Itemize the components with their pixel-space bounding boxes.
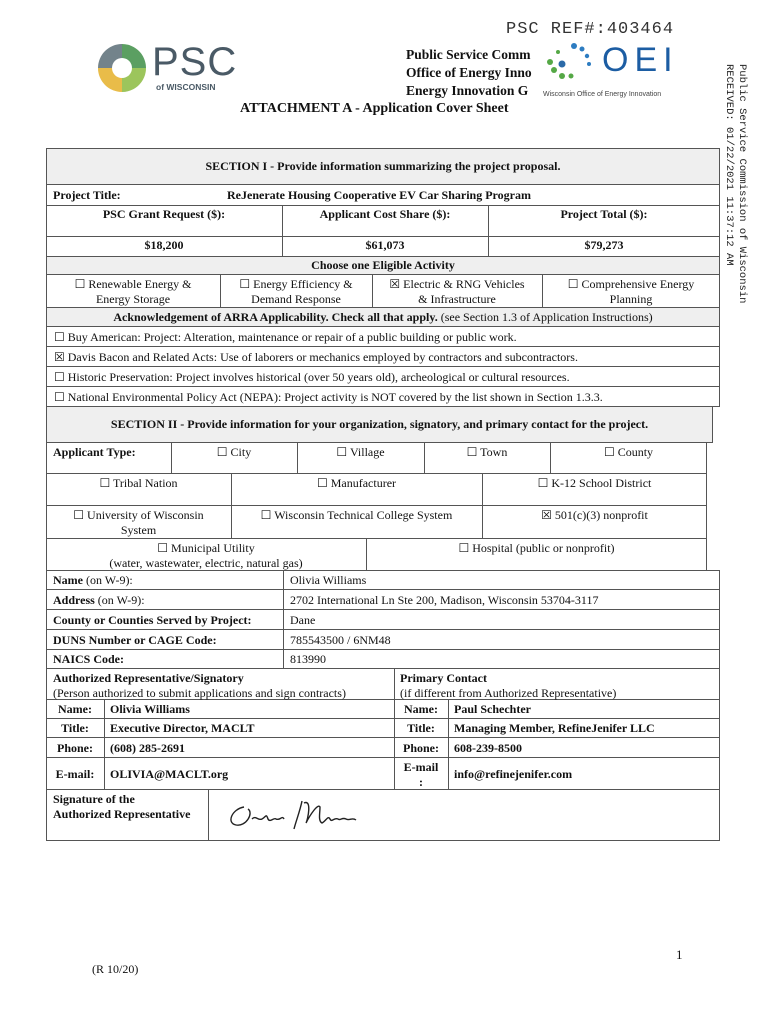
type-tribal[interactable]: ☐ Tribal Nation: [99, 476, 178, 490]
checkbox[interactable]: ☐: [54, 370, 65, 384]
revision-label: (R 10/20): [92, 962, 139, 976]
auth-phone-label: Phone:: [57, 741, 93, 755]
activity-planning[interactable]: ☐ Comprehensive Energy Planning: [567, 277, 695, 306]
page-number: 1: [676, 947, 683, 962]
type-village[interactable]: ☐ Village: [336, 445, 385, 459]
total-label: Project Total ($):: [560, 207, 648, 221]
section2-heading: SECTION II - Provide information for your organization, signatory, and primary contact for the project.: [110, 417, 649, 431]
contact-email[interactable]: info@refinejenifer.com: [454, 767, 573, 781]
contact-email-label: E-mail :: [403, 760, 439, 789]
arra-davis-bacon[interactable]: ☒ Davis Bacon and Related Acts: Use of laborers or mechanics employed by contractors and subcontractors.: [54, 350, 578, 364]
auth-rep-heading: Authorized Representative/Signatory (Person authorized to submit applications and sign contracts): [53, 671, 346, 700]
checkbox[interactable]: ☒: [389, 277, 401, 291]
type-k12[interactable]: ☐ K-12 School District: [537, 476, 652, 490]
auth-name-label: Name:: [58, 702, 92, 716]
received-stamp: Public Service Commission of Wisconsin RECEIVED: 01/22/2021 11:37:12 AM: [723, 64, 748, 304]
counties-label: County or Counties Served by Project:: [53, 613, 252, 627]
type-town[interactable]: ☐ Town: [466, 445, 508, 459]
project-title-value: ReJenerate Housing Cooperative EV Car Sharing Program: [227, 188, 531, 202]
activity-efficiency[interactable]: ☐ Energy Efficiency & Demand Response: [239, 277, 353, 306]
psc-logo-icon: [96, 42, 148, 94]
contact-name-label: Name:: [404, 702, 438, 716]
contact-phone: 608-239-8500: [454, 741, 522, 755]
checkbox[interactable]: ☒: [54, 350, 65, 364]
oei-logo-text: OEI: [602, 41, 679, 79]
applicant-type-label: Applicant Type:: [53, 445, 136, 459]
auth-title: Executive Director, MACLT: [110, 721, 255, 735]
address-value: 2702 International Ln Ste 200, Madison, Wisconsin 53704-3117: [290, 593, 599, 607]
oei-dots-icon: [540, 40, 596, 82]
arra-heading: Acknowledgement of ARRA Applicability. Check all that apply. (see Section 1.3 of Application Instructions): [113, 310, 653, 324]
type-municipal-utility[interactable]: ☐ Municipal Utility (water, wastewater, electric, natural gas): [109, 541, 303, 570]
contact-phone-label: Phone:: [403, 741, 439, 755]
duns-value: 785543500 / 6NM48: [290, 633, 391, 647]
name-value: Olivia Williams: [290, 573, 367, 587]
address-label: Address (on W-9):: [53, 593, 145, 607]
checkbox[interactable]: ☐: [74, 277, 86, 291]
contact-title-label: Title:: [407, 721, 435, 735]
psc-logo-text: PSC: [152, 40, 238, 84]
checkbox[interactable]: ☐: [567, 277, 579, 291]
signature-label: Signature of the Authorized Representative: [53, 792, 191, 821]
naics-value: 813990: [290, 652, 326, 666]
duns-label: DUNS Number or CAGE Code:: [53, 633, 217, 647]
checkbox[interactable]: ☐: [54, 330, 65, 344]
activity-renewable[interactable]: ☐ Renewable Energy & Energy Storage: [74, 277, 192, 306]
arra-historic[interactable]: ☐ Historic Preservation: Project involves historical (over 50 years old), archeological or cultural resources.: [54, 370, 570, 384]
signature-image: [222, 793, 372, 835]
type-manufacturer[interactable]: ☐ Manufacturer: [316, 476, 397, 490]
grant-label: PSC Grant Request ($):: [102, 207, 226, 221]
psc-logo-sub: of WISCONSIN: [156, 82, 216, 92]
project-title-label: Project Title:: [53, 188, 121, 202]
activity-heading: Choose one Eligible Activity: [311, 258, 455, 272]
auth-title-label: Title:: [61, 721, 89, 735]
type-county[interactable]: ☐ County: [603, 445, 654, 459]
cost-share-label: Applicant Cost Share ($):: [319, 207, 451, 221]
name-label: Name (on W-9):: [53, 573, 133, 587]
naics-label: NAICS Code:: [53, 652, 125, 666]
auth-phone: (608) 285-2691: [110, 741, 185, 755]
type-uw[interactable]: ☐ University of Wisconsin System: [73, 508, 204, 537]
psc-ref-stamp: PSC REF#:403464: [506, 20, 675, 39]
activity-vehicles[interactable]: ☒ Electric & RNG Vehicles & Infrastructure: [389, 277, 525, 306]
type-hospital[interactable]: ☐ Hospital (public or nonprofit): [458, 541, 615, 555]
cost-share-value: $61,073: [365, 238, 405, 252]
checkbox[interactable]: ☐: [54, 390, 65, 404]
type-nonprofit[interactable]: ☒ 501(c)(3) nonprofit: [541, 508, 648, 522]
counties-value: Dane: [290, 613, 316, 627]
arra-nepa[interactable]: ☐ National Environmental Policy Act (NEPA): Project activity is NOT covered by the list shown in Section 1.3.3.: [54, 390, 603, 404]
primary-contact-heading: Primary Contact (if different from Authorized Representative): [400, 671, 617, 700]
type-wtcs[interactable]: ☐ Wisconsin Technical College System: [260, 508, 453, 522]
auth-name: Olivia Williams: [110, 702, 190, 716]
page-title: ATTACHMENT A - Application Cover Sheet: [240, 101, 509, 116]
auth-email-label: E-mail:: [55, 767, 95, 781]
auth-email[interactable]: OLIVIA@MACLT.org: [110, 767, 229, 781]
type-city[interactable]: ☐ City: [216, 445, 252, 459]
header-lines: Public Service Comm Office of Energy Inno Energy Innovation G: [406, 47, 532, 98]
grant-value: $18,200: [144, 238, 184, 252]
section1-heading: SECTION I - Provide information summarizing the project proposal.: [205, 159, 561, 173]
oei-logo-sub: Wisconsin Office of Energy Innovation: [543, 91, 662, 98]
arra-buy-american[interactable]: ☐ Buy American: Project: Alteration, maintenance or repair of a public building or public work.: [54, 330, 517, 344]
total-value: $79,273: [584, 238, 624, 252]
contact-title: Managing Member, RefineJenifer LLC: [454, 721, 655, 735]
checkbox[interactable]: ☐: [239, 277, 251, 291]
contact-name: Paul Schechter: [454, 702, 531, 716]
